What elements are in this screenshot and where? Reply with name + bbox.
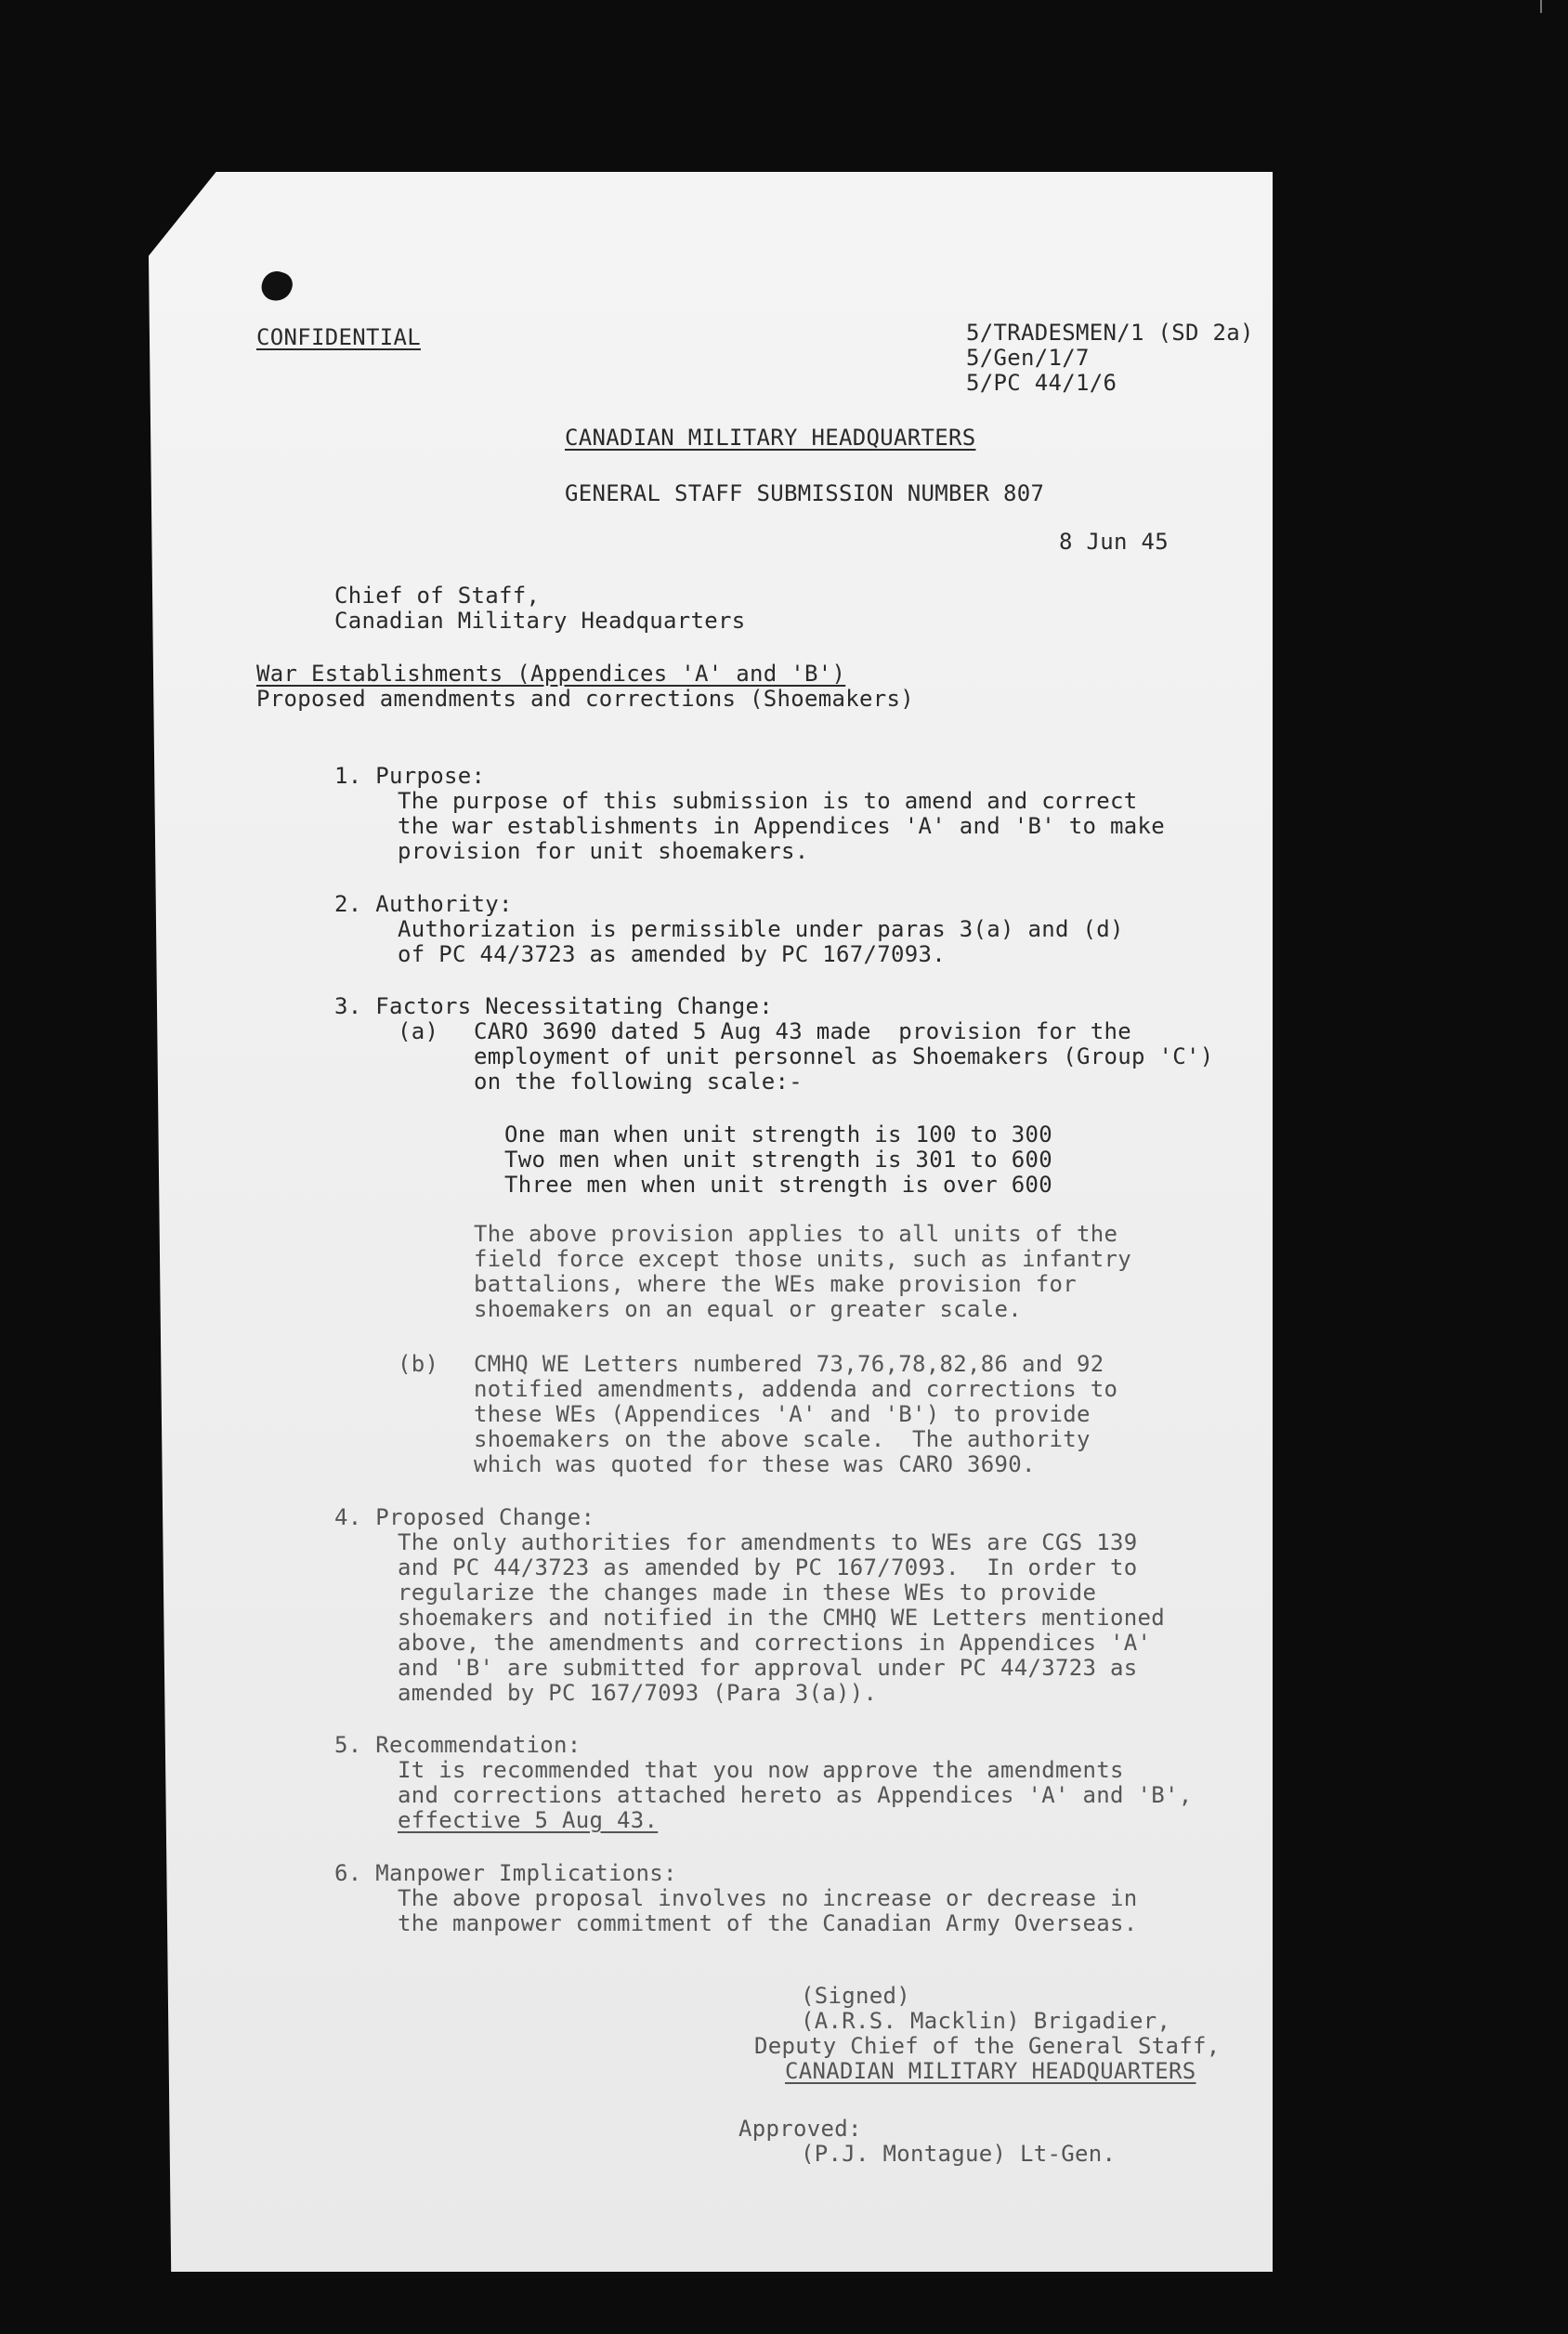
subject-line-2: Proposed amendments and corrections (Shoemakers) [256, 686, 914, 712]
section-4-line: The only authorities for amendments to WEs are CGS 139 [398, 1529, 1138, 1555]
section-5-heading: 5. Recommendation: [334, 1732, 581, 1758]
section-6-heading: 6. Manpower Implications: [334, 1860, 677, 1886]
section-3b-line: CMHQ WE Letters numbered 73,76,78,82,86 and 92 [474, 1351, 1104, 1377]
section-5-effective-date: effective 5 Aug 43. [398, 1807, 659, 1833]
section-3a-tail-line: The above provision applies to all units of the [474, 1221, 1118, 1247]
section-5-line: It is recommended that you now approve the amendments [398, 1757, 1124, 1783]
section-1-line: provision for unit shoemakers. [398, 838, 809, 864]
section-4-line: amended by PC 167/7093 (Para 3(a)). [398, 1680, 878, 1706]
file-ref-2: 5/Gen/1/7 [966, 345, 1090, 371]
document-title: CANADIAN MILITARY HEADQUARTERS [565, 425, 976, 451]
scale-line: Three men when unit strength is over 600 [504, 1172, 1052, 1198]
section-4-heading: 4. Proposed Change: [334, 1504, 595, 1530]
file-ref-1: 5/TRADESMEN/1 (SD 2a) [966, 320, 1254, 346]
section-3b-line: shoemakers on the above scale. The authority [474, 1426, 1091, 1452]
signature-title: Deputy Chief of the General Staff, [754, 2033, 1221, 2059]
section-3b-label: (b) [398, 1351, 439, 1377]
approval-name: (P.J. Montague) Lt-Gen. [801, 2141, 1117, 2167]
classification-label: CONFIDENTIAL [256, 324, 421, 350]
section-1-heading: 1. Purpose: [334, 763, 486, 789]
section-4-line: and PC 44/3723 as amended by PC 167/7093. In order to [398, 1554, 1138, 1580]
section-3a-tail-line: field force except those units, such as infantry [474, 1246, 1131, 1272]
submission-number: GENERAL STAFF SUBMISSION NUMBER 807 [565, 480, 1045, 506]
section-2-line: Authorization is permissible under paras 3(a) and (d) [398, 916, 1124, 942]
section-3a-line: on the following scale:- [474, 1069, 803, 1095]
section-3-heading: 3. Factors Necessitating Change: [334, 993, 773, 1019]
approval-label: Approved: [738, 2116, 862, 2142]
section-1-line: the war establishments in Appendices 'A' and 'B' to make [398, 813, 1165, 839]
section-4-line: above, the amendments and corrections in Appendices 'A' [398, 1630, 1152, 1656]
addressee-line-1: Chief of Staff, [334, 583, 541, 609]
section-3a-tail-line: battalions, where the WEs make provision for [474, 1271, 1077, 1297]
film-edge-mark [1540, 0, 1542, 13]
section-3b-line: notified amendments, addenda and corrections to [474, 1376, 1118, 1402]
document-date: 8 Jun 45 [1059, 529, 1169, 555]
section-3b-line: these WEs (Appendices 'A' and 'B') to provide [474, 1401, 1091, 1427]
scale-line: One man when unit strength is 100 to 300 [504, 1121, 1052, 1147]
section-4-line: regularize the changes made in these WEs to provide [398, 1580, 1097, 1606]
scale-line: Two men when unit strength is 301 to 600 [504, 1147, 1052, 1173]
file-ref-3: 5/PC 44/1/6 [966, 370, 1117, 396]
section-2-heading: 2. Authority: [334, 891, 513, 917]
section-3a-line: CARO 3690 dated 5 Aug 43 made provision for the [474, 1018, 1131, 1044]
section-1-line: The purpose of this submission is to amend and correct [398, 788, 1138, 814]
addressee-line-2: Canadian Military Headquarters [334, 608, 746, 634]
section-2-line: of PC 44/3723 as amended by PC 167/7093. [398, 941, 946, 967]
section-5-line: and corrections attached hereto as Appendices 'A' and 'B', [398, 1782, 1193, 1808]
section-6-line: the manpower commitment of the Canadian Army Overseas. [398, 1910, 1138, 1936]
signature-organization: CANADIAN MILITARY HEADQUARTERS [785, 2058, 1196, 2084]
signature-name: (A.R.S. Macklin) Brigadier, [801, 2008, 1171, 2034]
section-3a-tail-line: shoemakers on an equal or greater scale. [474, 1296, 1022, 1322]
subject-line-1: War Establishments (Appendices 'A' and 'B') [256, 661, 846, 687]
section-4-line: shoemakers and notified in the CMHQ WE Letters mentioned [398, 1605, 1165, 1631]
signature-signed: (Signed) [801, 1983, 910, 2009]
section-3a-line: employment of unit personnel as Shoemakers (Group 'C') [474, 1043, 1214, 1069]
section-6-line: The above proposal involves no increase or decrease in [398, 1885, 1138, 1911]
section-4-line: and 'B' are submitted for approval under PC 44/3723 as [398, 1655, 1138, 1681]
section-3a-label: (a) [398, 1018, 439, 1044]
section-3b-line: which was quoted for these was CARO 3690. [474, 1451, 1036, 1477]
